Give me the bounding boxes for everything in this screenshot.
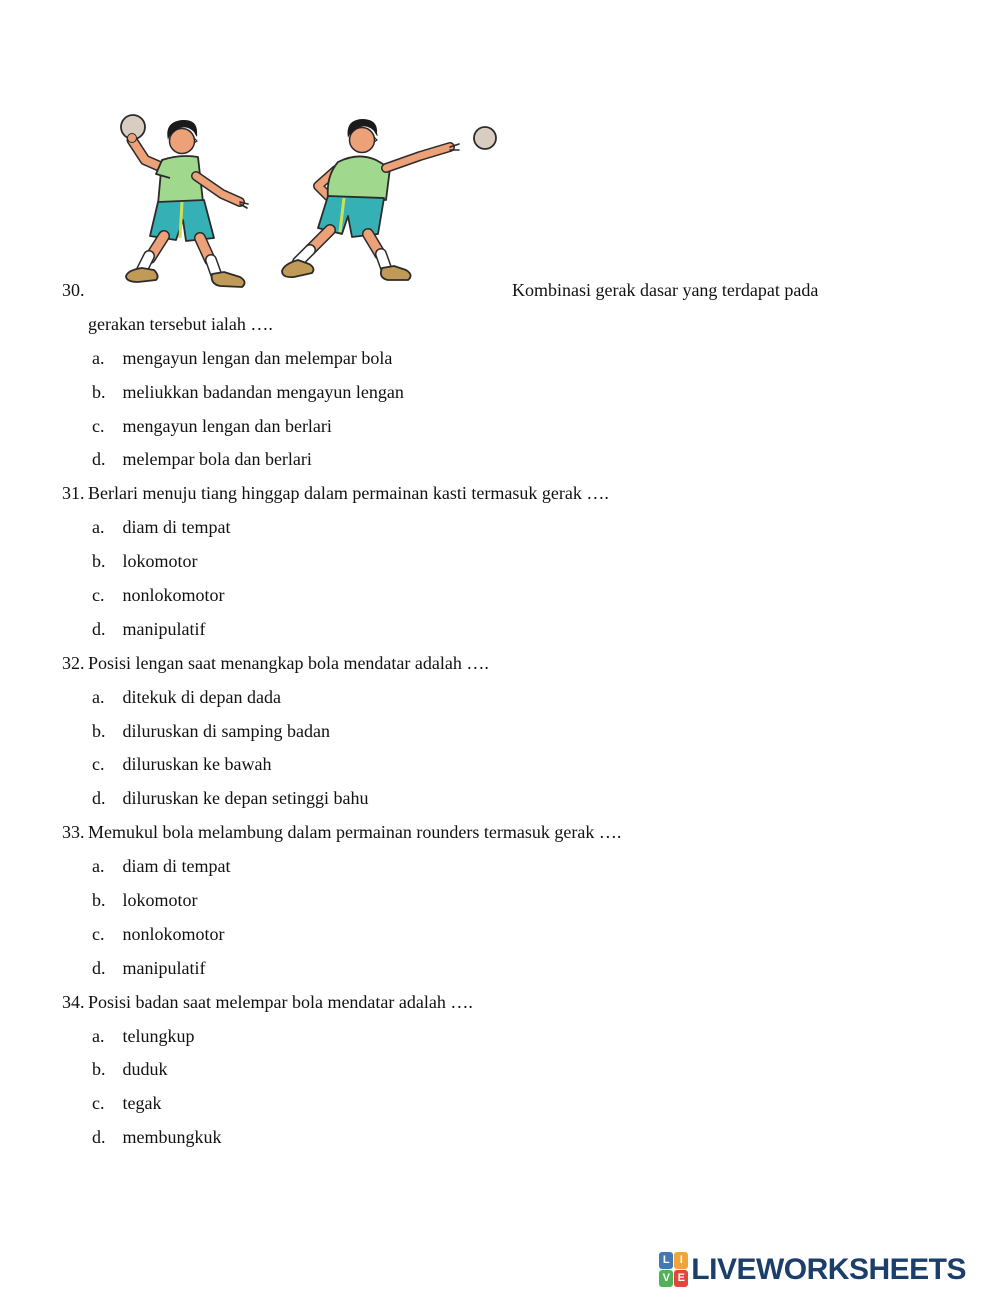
question-32	[0, 647, 1000, 681]
option-text: tegak	[122, 1093, 162, 1114]
option-letter: c.	[92, 585, 105, 606]
logo-tile-l: L	[659, 1252, 673, 1269]
option-row	[0, 748, 1000, 782]
option-text: meliukkan badandan mengayun lengan	[122, 381, 404, 402]
option-row	[0, 376, 1000, 410]
option-text: diam di tempat	[122, 856, 231, 877]
option-text: mengayun lengan dan melempar bola	[122, 347, 393, 368]
option-text: ditekuk di depan dada	[122, 686, 281, 707]
question-text: gerakan tersebut ialah ….	[88, 313, 273, 334]
question-number: 33.	[62, 822, 85, 843]
option-row	[0, 410, 1000, 444]
question-number: 30.	[62, 280, 85, 300]
option-letter: b.	[92, 720, 106, 741]
option-letter: c.	[92, 923, 105, 944]
option-text: diluruskan ke bawah	[122, 754, 272, 775]
question-text: Posisi badan saat melempar bola mendatar adalah ….	[88, 991, 473, 1012]
option-letter: c.	[92, 1093, 105, 1114]
option-row	[0, 1053, 1000, 1087]
question-30	[0, 274, 1000, 308]
question-text: Memukul bola melambung dalam permainan rounders termasuk gerak ….	[88, 822, 622, 843]
option-text: manipulatif	[122, 618, 206, 639]
option-text: telungkup	[122, 1025, 195, 1046]
option-letter: c.	[92, 415, 105, 436]
option-row	[0, 850, 1000, 884]
boy-release-figure	[282, 119, 496, 280]
option-text: nonlokomotor	[122, 923, 225, 944]
option-text: diam di tempat	[122, 517, 231, 538]
option-text: duduk	[122, 1059, 168, 1080]
question-text: Posisi lengan saat menangkap bola mendatar adalah ….	[88, 652, 489, 673]
option-text: diluruskan ke depan setinggi bahu	[122, 788, 369, 809]
option-row	[0, 884, 1000, 918]
option-row	[0, 443, 1000, 477]
option-row	[0, 715, 1000, 749]
liveworksheets-wordmark: LIVEWORKSHEETS	[691, 1252, 966, 1286]
question-31	[0, 477, 1000, 511]
option-letter: b.	[92, 551, 106, 572]
option-letter: d.	[92, 618, 106, 639]
question-list	[0, 274, 1000, 1155]
option-text: melempar bola dan berlari	[122, 449, 312, 470]
option-row	[0, 511, 1000, 545]
option-letter: d.	[92, 1127, 106, 1148]
question-number: 34.	[62, 991, 85, 1012]
option-letter: a.	[92, 856, 105, 877]
logo-tile-v: V	[659, 1270, 673, 1287]
option-row	[0, 613, 1000, 647]
logo-tile-i: I	[674, 1252, 688, 1269]
option-row	[0, 918, 1000, 952]
liveworksheets-logo-icon	[659, 1252, 688, 1287]
option-row	[0, 782, 1000, 816]
question-number: 32.	[62, 652, 85, 673]
option-text: diluruskan di samping badan	[122, 720, 330, 741]
question-34	[0, 986, 1000, 1020]
option-letter: d.	[92, 957, 106, 978]
liveworksheets-brand	[659, 1252, 966, 1287]
option-letter: c.	[92, 754, 105, 775]
option-row	[0, 681, 1000, 715]
option-letter: b.	[92, 381, 106, 402]
option-text: nonlokomotor	[122, 585, 225, 606]
option-letter: b.	[92, 1059, 106, 1080]
option-letter: d.	[92, 449, 106, 470]
option-row	[0, 342, 1000, 376]
option-letter: d.	[92, 788, 106, 809]
option-row	[0, 1087, 1000, 1121]
boy-windup-figure	[121, 115, 248, 287]
ball-released	[474, 127, 496, 149]
question-number: 31.	[62, 483, 85, 504]
question-text: Berlari menuju tiang hinggap dalam permainan kasti termasuk gerak ….	[88, 483, 609, 504]
option-text: lokomotor	[122, 551, 198, 572]
option-letter: a.	[92, 517, 105, 538]
question-30-continued	[0, 308, 1000, 342]
option-letter: a.	[92, 1025, 105, 1046]
throwing-sequence-illustration	[90, 110, 510, 300]
option-text: lokomotor	[122, 890, 198, 911]
option-row	[0, 579, 1000, 613]
option-row	[0, 1020, 1000, 1054]
logo-tile-e: E	[674, 1270, 688, 1287]
option-row	[0, 952, 1000, 986]
option-letter: b.	[92, 890, 106, 911]
question-text: Kombinasi gerak dasar yang terdapat pada	[512, 280, 819, 300]
option-text: mengayun lengan dan berlari	[122, 415, 332, 436]
option-text: manipulatif	[122, 957, 206, 978]
option-text: membungkuk	[122, 1127, 222, 1148]
option-row	[0, 545, 1000, 579]
option-row	[0, 1121, 1000, 1155]
option-letter: a.	[92, 686, 105, 707]
option-letter: a.	[92, 347, 105, 368]
question-33	[0, 816, 1000, 850]
